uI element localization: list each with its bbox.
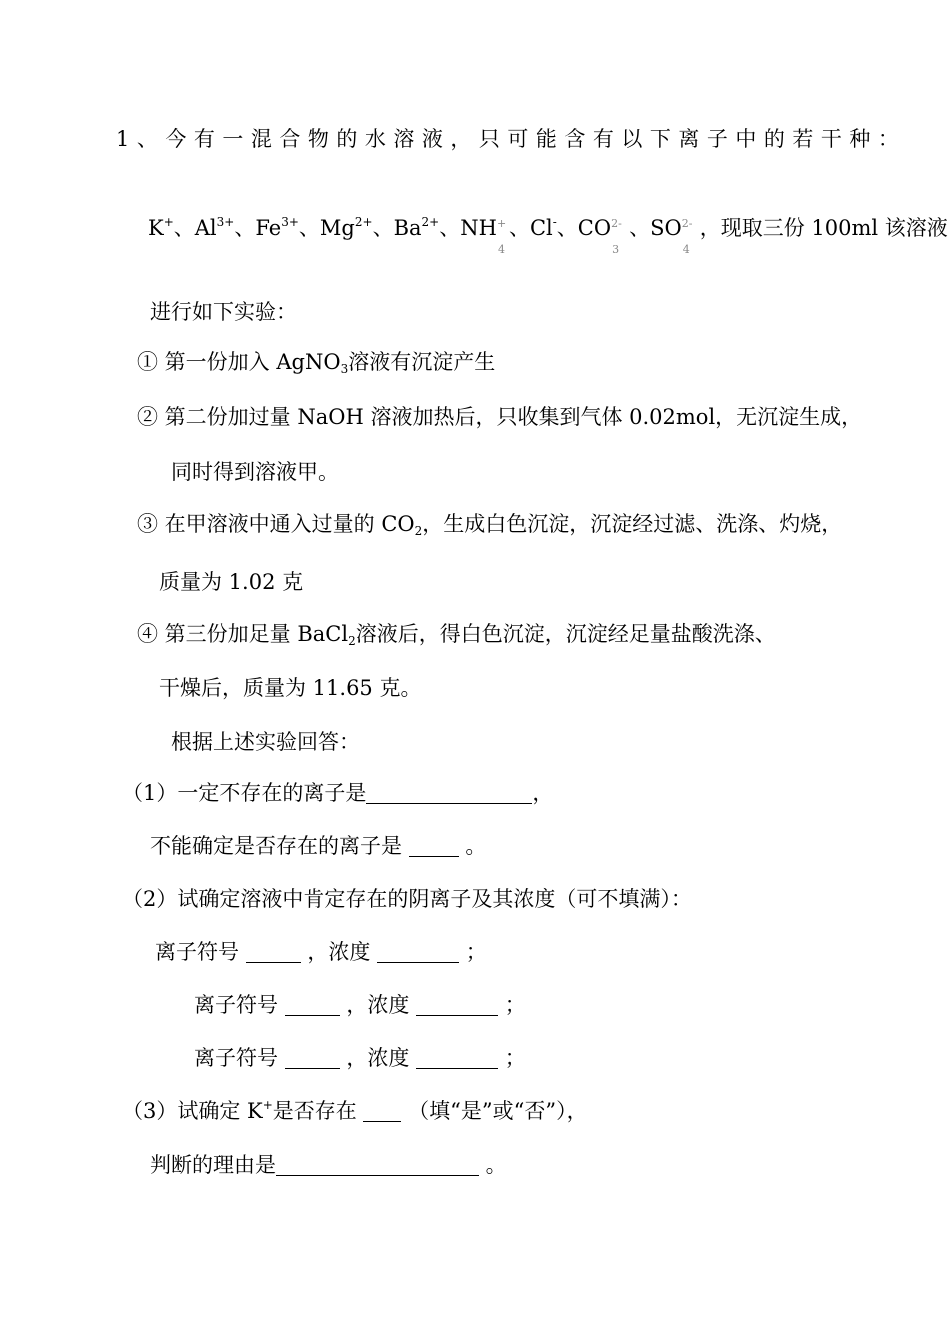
ion-so-charge: 2- bbox=[681, 217, 693, 230]
step-2-continuation: 同时得到溶液甲。 bbox=[171, 460, 339, 484]
anion-row-mid: ，浓度 bbox=[339, 993, 417, 1017]
anion-row-end: ； bbox=[498, 1046, 526, 1070]
answer-blank-concentration[interactable] bbox=[416, 997, 498, 1016]
step-3-text-end: ，生成白色沉淀，沉淀经过滤、洗涤、灼烧， bbox=[422, 512, 843, 536]
answer-blank-concentration[interactable] bbox=[377, 944, 459, 963]
part-3-line-1 bbox=[122, 1098, 588, 1123]
step-4-text-end: 溶液后，得白色沉淀，沉淀经足量盐酸洗涤、 bbox=[355, 622, 776, 646]
part-1-line-2 bbox=[150, 836, 486, 857]
ion-fe: Fe bbox=[255, 216, 282, 240]
ion-co-sub: 3 bbox=[612, 243, 620, 256]
ion-ba-charge: 2+ bbox=[421, 215, 440, 229]
ion-nh-charge: + bbox=[496, 217, 507, 230]
part-3-end: 。 bbox=[479, 1153, 507, 1177]
anion-row-label: 离子符号 bbox=[194, 1046, 285, 1070]
step-3 bbox=[137, 512, 843, 538]
ion-nh-indices bbox=[496, 217, 509, 256]
ion-co: CO bbox=[577, 216, 612, 240]
separator: 、 bbox=[439, 216, 461, 240]
answer-blank-k-exists[interactable] bbox=[363, 1103, 401, 1122]
step-2: ② 第二份加过量 NaOH 溶液加热后，只收集到气体 0.02mol，无沉淀生成， bbox=[137, 405, 863, 429]
step-3-continuation: 质量为 1.02 克 bbox=[159, 570, 304, 594]
separator: 、 bbox=[629, 216, 651, 240]
step-4-text: ④ 第三份加足量 BaCl bbox=[137, 622, 349, 646]
step-1-sub: 3 bbox=[340, 362, 349, 376]
anion-row bbox=[155, 942, 487, 963]
part-1-line-1 bbox=[122, 783, 553, 804]
answer-blank-absent-ions[interactable] bbox=[366, 785, 532, 804]
ion-cl: Cl bbox=[529, 216, 553, 240]
ion-k: K bbox=[148, 216, 164, 240]
ion-mg-charge: 2+ bbox=[354, 215, 373, 229]
part-1-end: ， bbox=[532, 781, 554, 805]
ion-co-charge: 2- bbox=[611, 217, 622, 230]
anion-row bbox=[194, 995, 526, 1016]
ion-co-indices bbox=[611, 217, 629, 256]
answer-blank-ion-symbol[interactable] bbox=[285, 1050, 340, 1069]
step-1-text-end: 溶液有沉淀产生 bbox=[348, 350, 496, 374]
step-4-sub: 2 bbox=[348, 634, 356, 648]
separator: 、 bbox=[298, 216, 320, 240]
anion-row-end: ； bbox=[459, 940, 487, 964]
ion-so-indices bbox=[681, 217, 700, 256]
anion-row-label: 离子符号 bbox=[194, 993, 285, 1017]
step-3-text: ③ 在甲溶液中通入过量的 CO bbox=[137, 512, 415, 536]
answer-intro: 根据上述实验回答： bbox=[171, 730, 360, 754]
step-1-text: ① 第一份加入 AgNO bbox=[137, 350, 341, 374]
part-3-prompt-2: 是否存在 bbox=[272, 1099, 364, 1123]
step-4-continuation: 干燥后，质量为 11.65 克。 bbox=[159, 676, 422, 700]
anion-row-end: ； bbox=[498, 993, 526, 1017]
part-3-line-2 bbox=[150, 1155, 507, 1176]
step-1 bbox=[137, 350, 496, 376]
separator: 、 bbox=[508, 216, 530, 240]
question-stem: 1、今有一混合物的水溶液，只可能含有以下离子中的若干种： bbox=[116, 127, 907, 151]
ion-so: SO bbox=[650, 216, 682, 240]
anion-row-mid: ，浓度 bbox=[300, 940, 378, 964]
part-1-end-2: 。 bbox=[458, 834, 487, 858]
part-2-title: （2）试确定溶液中肯定存在的阴离子及其浓度（可不填满）： bbox=[122, 887, 692, 911]
ion-so-sub: 4 bbox=[682, 243, 690, 256]
step-4 bbox=[137, 622, 776, 648]
ion-mg: Mg bbox=[319, 216, 355, 240]
part-3-k-charge: + bbox=[262, 1098, 273, 1112]
ion-fe-charge: 3+ bbox=[281, 215, 299, 229]
ion-list bbox=[148, 215, 948, 256]
anion-row-label: 离子符号 bbox=[155, 940, 246, 964]
part-1-prompt: （1）一定不存在的离子是 bbox=[122, 781, 367, 805]
ion-cl-charge: - bbox=[552, 215, 557, 229]
anion-row bbox=[194, 1048, 526, 1069]
answer-blank-reason[interactable] bbox=[276, 1157, 479, 1176]
ion-ba: Ba bbox=[393, 216, 422, 240]
part-3-hint: （填“是”或“否”）， bbox=[401, 1099, 588, 1123]
part-3-reason-label: 判断的理由是 bbox=[150, 1153, 276, 1177]
separator: 、 bbox=[372, 216, 394, 240]
part-3-prompt: （3）试确定 K bbox=[122, 1099, 263, 1123]
ion-al-charge: 3+ bbox=[216, 215, 235, 229]
answer-blank-ion-symbol[interactable] bbox=[285, 997, 340, 1016]
answer-blank-uncertain-ions[interactable] bbox=[409, 838, 459, 857]
part-1-prompt-2: 不能确定是否存在的离子是 bbox=[150, 834, 409, 858]
answer-blank-concentration[interactable] bbox=[416, 1050, 498, 1069]
ion-nh-sub: 4 bbox=[497, 243, 505, 256]
experiment-intro: 进行如下实验： bbox=[150, 300, 297, 324]
ion-nh: NH bbox=[460, 216, 497, 240]
separator: 、 bbox=[556, 216, 578, 240]
step-3-sub: 2 bbox=[414, 524, 423, 538]
answer-blank-ion-symbol[interactable] bbox=[246, 944, 301, 963]
ion-k-charge: + bbox=[163, 215, 174, 229]
ion-list-tail: ，现取三份 100ml 该溶液 bbox=[699, 216, 948, 240]
separator: 、 bbox=[234, 216, 256, 240]
separator: 、 bbox=[173, 216, 195, 240]
ion-al: Al bbox=[194, 216, 217, 240]
anion-row-mid: ，浓度 bbox=[339, 1046, 417, 1070]
